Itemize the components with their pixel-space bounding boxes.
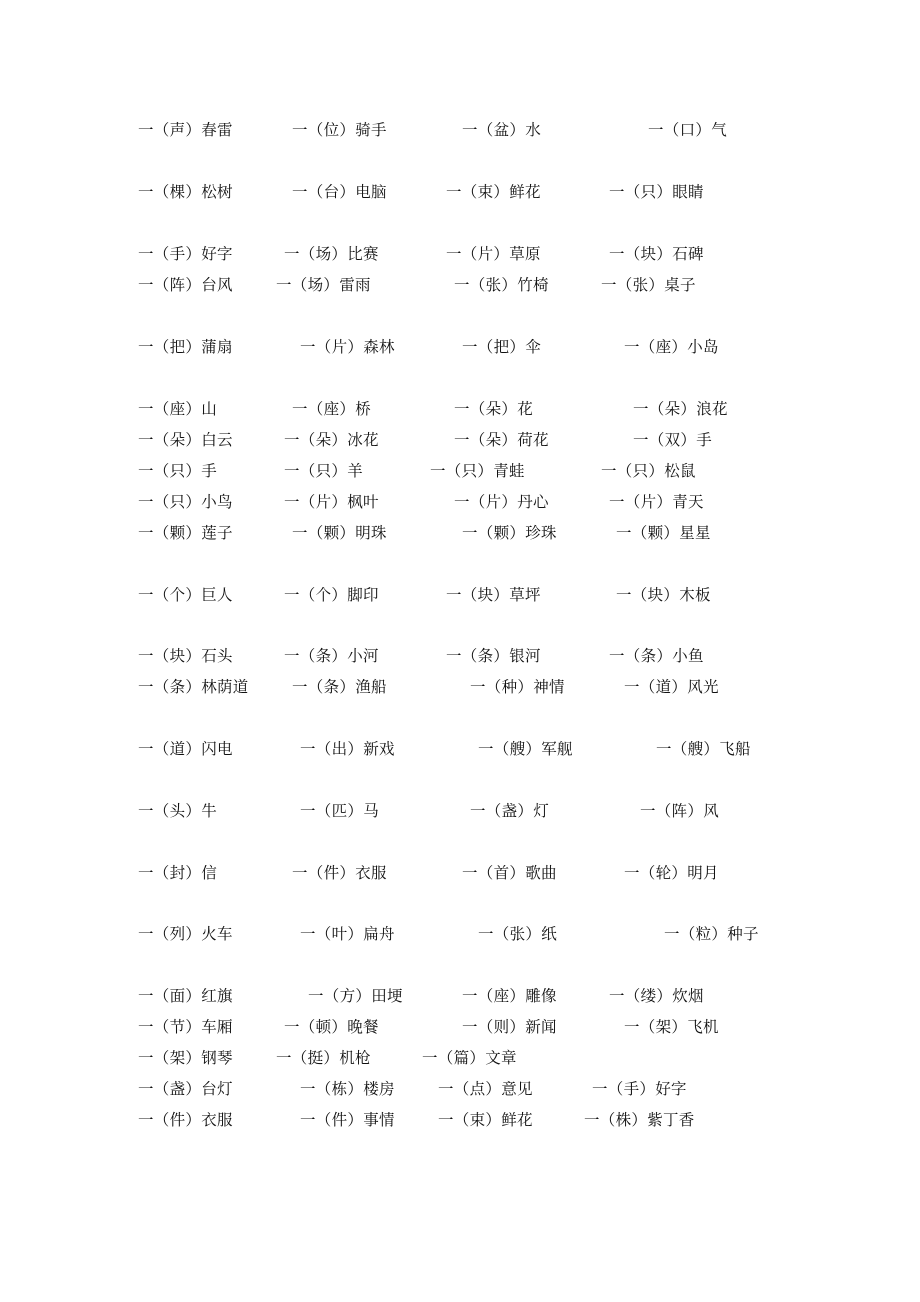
measure-phrase: 一（张）桌子 <box>601 276 696 294</box>
measure-phrase: 一（声）春雷 <box>138 121 233 139</box>
measure-phrase: 一（方）田埂 <box>308 987 403 1005</box>
measure-phrase: 一（道）闪电 <box>138 740 233 758</box>
measure-phrase: 一（束）鲜花 <box>438 1111 533 1129</box>
phrase-line <box>0 799 920 823</box>
measure-phrase: 一（阵）风 <box>640 802 720 820</box>
measure-phrase: 一（朵）白云 <box>138 431 233 449</box>
measure-phrase: 一（朵）浪花 <box>633 400 728 418</box>
measure-phrase: 一（出）新戏 <box>300 740 395 758</box>
measure-phrase: 一（株）紫丁香 <box>584 1111 695 1129</box>
measure-phrase: 一（列）火车 <box>138 925 233 943</box>
measure-phrase: 一（束）鲜花 <box>446 183 541 201</box>
measure-phrase: 一（朵）冰花 <box>284 431 379 449</box>
measure-phrase: 一（面）红旗 <box>138 987 233 1005</box>
measure-phrase: 一（粒）种子 <box>664 925 759 943</box>
measure-phrase: 一（艘）飞船 <box>656 740 751 758</box>
measure-phrase: 一（块）石碑 <box>609 245 704 263</box>
measure-phrase: 一（叶）扁舟 <box>300 925 395 943</box>
measure-phrase: 一（个）巨人 <box>138 586 233 604</box>
measure-phrase: 一（手）好字 <box>592 1080 687 1098</box>
measure-phrase: 一（条）林荫道 <box>138 678 249 696</box>
measure-phrase: 一（场）雷雨 <box>276 276 371 294</box>
phrase-line <box>0 1015 920 1039</box>
phrase-line <box>0 397 920 421</box>
measure-phrase: 一（场）比赛 <box>284 245 379 263</box>
measure-phrase: 一（个）脚印 <box>284 586 379 604</box>
measure-phrase: 一（盆）水 <box>462 121 542 139</box>
measure-phrase: 一（节）车厢 <box>138 1018 233 1036</box>
phrase-line <box>0 118 920 142</box>
measure-phrase: 一（栋）楼房 <box>300 1080 395 1098</box>
measure-phrase: 一（挺）机枪 <box>276 1049 371 1067</box>
measure-phrase: 一（片）草原 <box>446 245 541 263</box>
measure-phrase: 一（把）蒲扇 <box>138 338 233 356</box>
measure-phrase: 一（条）渔船 <box>292 678 387 696</box>
phrase-line <box>0 335 920 359</box>
phrase-line <box>0 180 920 204</box>
measure-phrase: 一（座）桥 <box>292 400 372 418</box>
measure-phrase: 一（块）石头 <box>138 647 233 665</box>
measure-phrase: 一（艘）军舰 <box>478 740 573 758</box>
measure-phrase: 一（只）眼睛 <box>609 183 704 201</box>
measure-phrase: 一（台）电脑 <box>292 183 387 201</box>
measure-phrase: 一（块）草坪 <box>446 586 541 604</box>
phrase-line <box>0 922 920 946</box>
measure-phrase: 一（座）山 <box>138 400 218 418</box>
phrase-line <box>0 242 920 266</box>
measure-phrase: 一（只）小鸟 <box>138 493 233 511</box>
measure-phrase: 一（座）小岛 <box>624 338 719 356</box>
measure-phrase: 一（篇）文章 <box>422 1049 517 1067</box>
phrase-line <box>0 1108 920 1132</box>
measure-phrase: 一（盏）灯 <box>470 802 550 820</box>
measure-phrase: 一（朵）荷花 <box>454 431 549 449</box>
phrase-line <box>0 273 920 297</box>
measure-phrase: 一（只）青蛙 <box>430 462 525 480</box>
measure-phrase: 一（首）歌曲 <box>462 864 557 882</box>
measure-phrase: 一（口）气 <box>648 121 728 139</box>
phrase-line <box>0 428 920 452</box>
phrase-line <box>0 675 920 699</box>
measure-phrase: 一（匹）马 <box>300 802 380 820</box>
measure-phrase: 一（缕）炊烟 <box>609 987 704 1005</box>
measure-phrase: 一（架）钢琴 <box>138 1049 233 1067</box>
measure-phrase: 一（顿）晚餐 <box>284 1018 379 1036</box>
measure-phrase: 一（条）小河 <box>284 647 379 665</box>
measure-phrase: 一（件）事情 <box>300 1111 395 1129</box>
measure-phrase: 一（只）松鼠 <box>601 462 696 480</box>
measure-phrase: 一（只）羊 <box>284 462 364 480</box>
measure-phrase: 一（位）骑手 <box>292 121 387 139</box>
measure-phrase: 一（棵）松树 <box>138 183 233 201</box>
phrase-line <box>0 1077 920 1101</box>
measure-phrase: 一（片）枫叶 <box>284 493 379 511</box>
measure-phrase: 一（件）衣服 <box>138 1111 233 1129</box>
measure-phrase: 一（盏）台灯 <box>138 1080 233 1098</box>
measure-phrase: 一（件）衣服 <box>292 864 387 882</box>
measure-phrase: 一（座）雕像 <box>462 987 557 1005</box>
measure-phrase: 一（只）手 <box>138 462 218 480</box>
measure-phrase: 一（片）丹心 <box>454 493 549 511</box>
measure-phrase: 一（张）纸 <box>478 925 558 943</box>
phrase-line <box>0 583 920 607</box>
phrase-line <box>0 644 920 668</box>
measure-phrase: 一（架）飞机 <box>624 1018 719 1036</box>
measure-phrase: 一（双）手 <box>633 431 713 449</box>
phrase-line <box>0 490 920 514</box>
measure-phrase: 一（块）木板 <box>616 586 711 604</box>
measure-phrase: 一（则）新闻 <box>462 1018 557 1036</box>
measure-phrase: 一（颗）莲子 <box>138 524 233 542</box>
measure-phrase: 一（手）好字 <box>138 245 233 263</box>
measure-phrase: 一（条）小鱼 <box>609 647 704 665</box>
measure-phrase: 一（朵）花 <box>454 400 534 418</box>
measure-phrase: 一（颗）星星 <box>616 524 711 542</box>
measure-phrase: 一（点）意见 <box>438 1080 533 1098</box>
measure-phrase: 一（片）森林 <box>300 338 395 356</box>
measure-phrase: 一（封）信 <box>138 864 218 882</box>
measure-phrase: 一（张）竹椅 <box>454 276 549 294</box>
measure-phrase: 一（条）银河 <box>446 647 541 665</box>
measure-phrase: 一（片）青天 <box>609 493 704 511</box>
phrase-line <box>0 861 920 885</box>
measure-phrase: 一（种）神情 <box>470 678 565 696</box>
measure-phrase: 一（轮）明月 <box>624 864 719 882</box>
measure-phrase: 一（头）牛 <box>138 802 218 820</box>
measure-phrase: 一（颗）珍珠 <box>462 524 557 542</box>
measure-phrase: 一（阵）台风 <box>138 276 233 294</box>
measure-phrase: 一（把）伞 <box>462 338 542 356</box>
phrase-line <box>0 984 920 1008</box>
measure-phrase: 一（颗）明珠 <box>292 524 387 542</box>
phrase-line <box>0 521 920 545</box>
phrase-line <box>0 1046 920 1070</box>
measure-phrase: 一（道）风光 <box>624 678 719 696</box>
phrase-line <box>0 459 920 483</box>
phrase-line <box>0 737 920 761</box>
